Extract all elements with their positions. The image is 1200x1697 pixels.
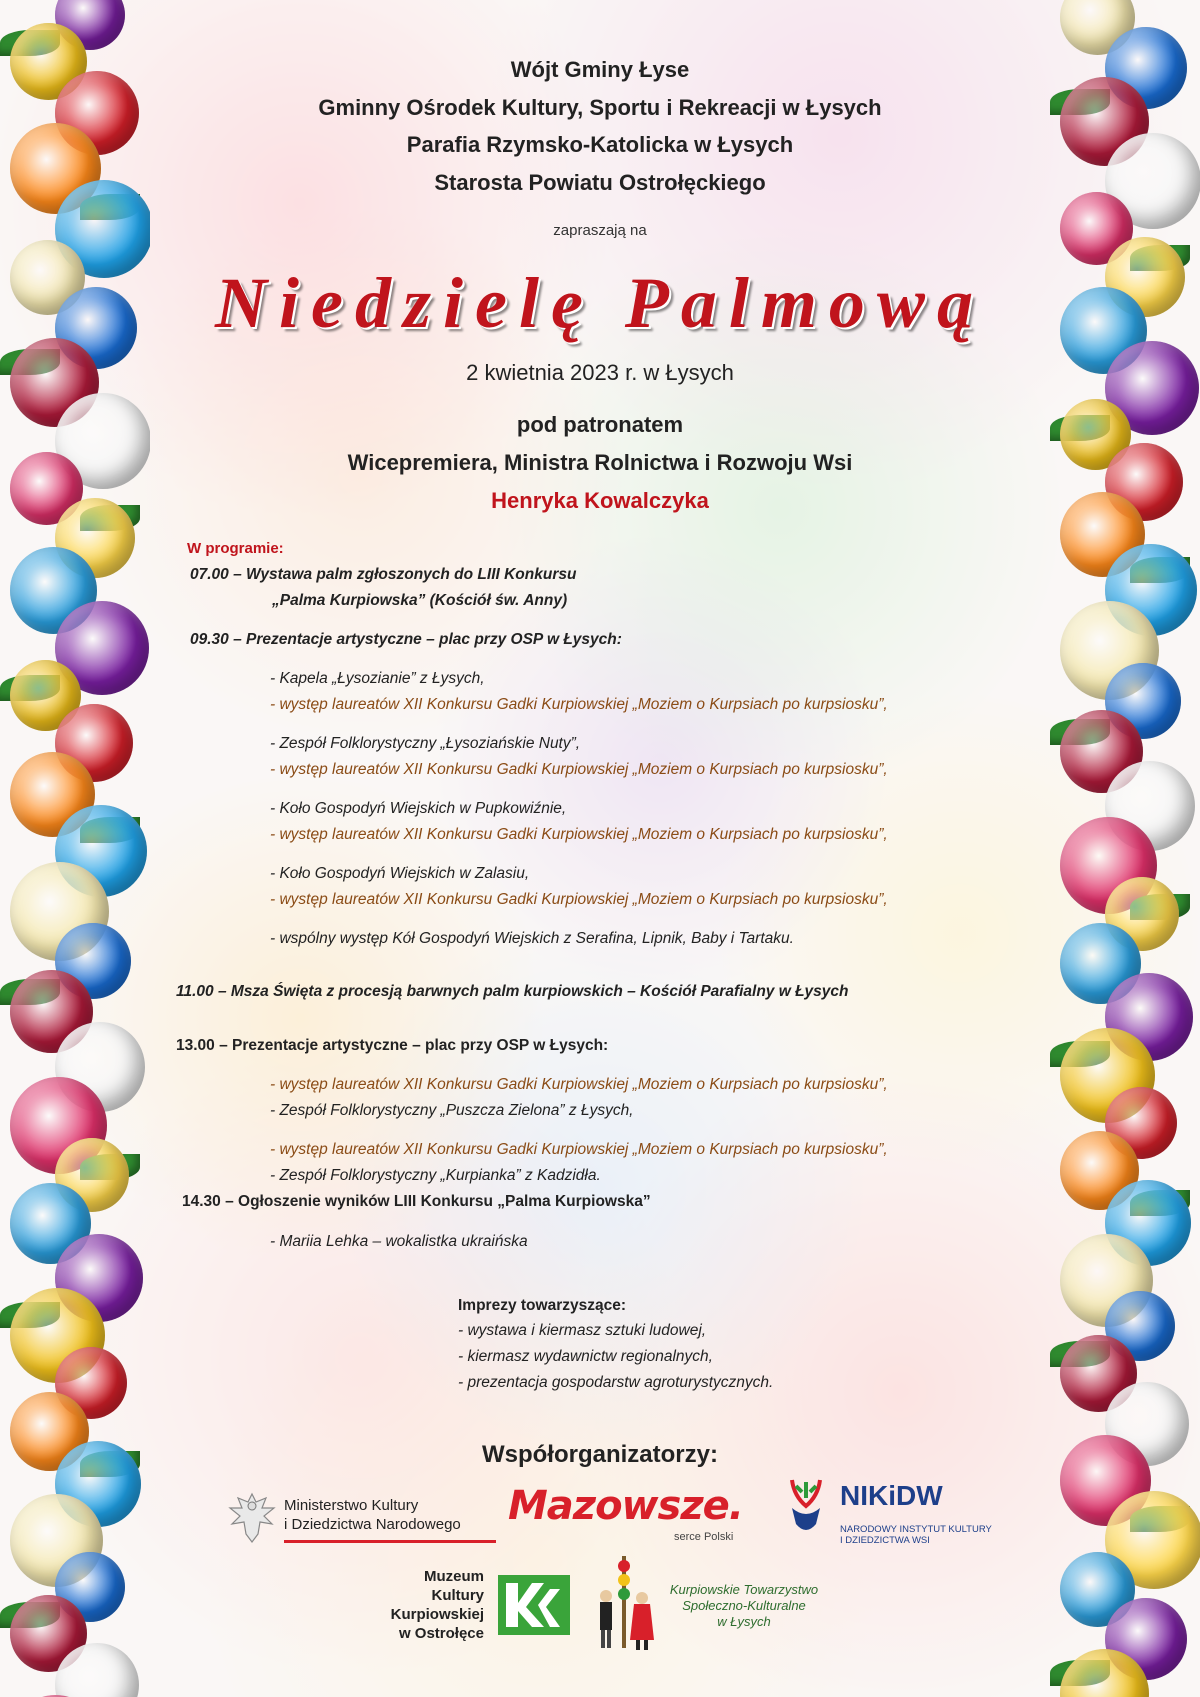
list-item: - Koło Gospodyń Wiejskich w Zalasiu,: [270, 865, 530, 882]
list-item: - Zespół Folklorystyczny „Łysoziańskie Nuty”,: [270, 735, 581, 752]
list-item: - kiermasz wydawnictw regionalnych,: [458, 1348, 713, 1365]
program-item-1430: 14.30 – Ogłoszenie wyników LIII Konkursu „Palma Kurpiowska”: [182, 1193, 651, 1210]
organizer-1: Wójt Gminy Łyse: [510, 57, 690, 82]
mazowsze-logo: [508, 1483, 768, 1547]
coorganizers-heading: Współorganizatorzy:: [481, 1441, 718, 1468]
list-item: - występ laureatów XII Konkursu Gadki Kurpiowskiej „Moziem o Kurpsiach po kurpsiosku”,: [270, 1076, 888, 1093]
list-item: - Zespół Folklorystyczny „Kurpianka” z Kadzidła.: [270, 1167, 601, 1184]
folk-figures-icon: [588, 1556, 660, 1656]
organizer-3: Parafia Rzymsko-Katolicka w Łysych: [406, 132, 794, 157]
event-title: Niedzielę Palmową: [215, 263, 985, 343]
ktsk-logo-text: [664, 1582, 824, 1630]
mazowsze-tagline: serce Polski: [674, 1531, 734, 1543]
list-item: - prezentacja gospodarstw agroturystycznych.: [458, 1374, 774, 1391]
program-item-0700: 07.00 – Wystawa palm zgłoszonych do LIII Konkursu: [190, 566, 577, 583]
program-item-1100: 11.00 – Msza Święta z procesją barwnych palm kurpiowskich – Kościół Parafialny w Łysych: [176, 983, 849, 1000]
museum-line1: Muzeum: [424, 1568, 484, 1585]
list-item: - występ laureatów XII Konkursu Gadki Kurpiowskiej „Moziem o Kurpsiach po kurpsiosku”,: [270, 826, 888, 843]
event-date: 2 kwietnia 2023 r. w Łysych: [466, 360, 734, 385]
organizer-2: Gminny Ośrodek Kultury, Sportu i Rekreacji w Łysych: [318, 95, 882, 120]
wheat-emblem-icon: [786, 1476, 826, 1540]
program-item-1300: 13.00 – Prezentacje artystyczne – plac przy OSP w Łysych:: [176, 1037, 609, 1054]
museum-logo-text: [388, 1567, 484, 1643]
list-item: - występ laureatów XII Konkursu Gadki Kurpiowskiej „Moziem o Kurpsiach po kurpsiosku”,: [270, 761, 888, 778]
program-heading: W programie:: [187, 540, 284, 557]
mazowsze-wordmark: Mazowsze.: [508, 1483, 743, 1529]
list-item: - Kapela „Łysozianie” z Łysych,: [270, 670, 485, 687]
museum-line2: Kultury: [431, 1587, 484, 1604]
organizer-4: Starosta Powiatu Ostrołęckiego: [434, 170, 766, 195]
program-item-0930: 09.30 – Prezentacje artystyczne – plac przy OSP w Łysych:: [190, 631, 622, 648]
eagle-emblem-icon: [226, 1490, 278, 1546]
extras-heading: Imprezy towarzyszące:: [458, 1297, 626, 1314]
ktsk-line1: Kurpiowskie Towarzystwo: [669, 1582, 819, 1597]
ktsk-line2: Społeczno-Kulturalne: [682, 1598, 806, 1613]
list-item: - Mariia Lehka – wokalistka ukraińska: [270, 1233, 528, 1250]
ministry-red-line: [284, 1540, 496, 1543]
nikidw-fullname-line2: I DZIEDZICTWA WSI: [840, 1535, 930, 1546]
invite-text: zapraszają na: [553, 222, 647, 239]
ktsk-line3: w Łysych: [717, 1614, 771, 1629]
nikidw-fullname-line1: NARODOWY INSTYTUT KULTURY: [840, 1524, 992, 1535]
patron-name: Henryka Kowalczyka: [491, 488, 709, 513]
list-item: - Zespół Folklorystyczny „Puszcza Zielona” z Łysych,: [270, 1102, 634, 1119]
list-item: - wspólny występ Kół Gospodyń Wiejskich z Serafina, Lipnik, Baby i Tartaku.: [270, 930, 794, 947]
museum-line4: w Ostrołęce: [398, 1625, 484, 1642]
ministry-name-line2: i Dziedzictwa Narodowego: [284, 1516, 461, 1533]
museum-line3: Kurpiowskiej: [390, 1606, 484, 1623]
list-item: - wystawa i kiermasz sztuki ludowej,: [458, 1322, 707, 1339]
list-item: - występ laureatów XII Konkursu Gadki Kurpiowskiej „Moziem o Kurpsiach po kurpsiosku”,: [270, 696, 888, 713]
patronage-line2: Wicepremiera, Ministra Rolnictwa i Rozwoju Wsi: [347, 450, 853, 475]
program-item-0700-cont: „Palma Kurpiowska” (Kościół św. Anny): [272, 592, 568, 609]
museum-emblem-icon: [498, 1575, 570, 1635]
ministry-name-line1: Ministerstwo Kultury: [284, 1497, 419, 1514]
nikidw-wordmark: NIKiDW: [840, 1480, 943, 1511]
ministry-logo: [226, 1490, 496, 1550]
nikidw-logo: [786, 1476, 1016, 1546]
list-item: - występ laureatów XII Konkursu Gadki Kurpiowskiej „Moziem o Kurpsiach po kurpsiosku”,: [270, 1141, 888, 1158]
list-item: - Koło Gospodyń Wiejskich w Pupkowiźnie,: [270, 800, 567, 817]
list-item: - występ laureatów XII Konkursu Gadki Kurpiowskiej „Moziem o Kurpsiach po kurpsiosku”,: [270, 891, 888, 908]
patronage-line1: pod patronatem: [516, 412, 684, 437]
